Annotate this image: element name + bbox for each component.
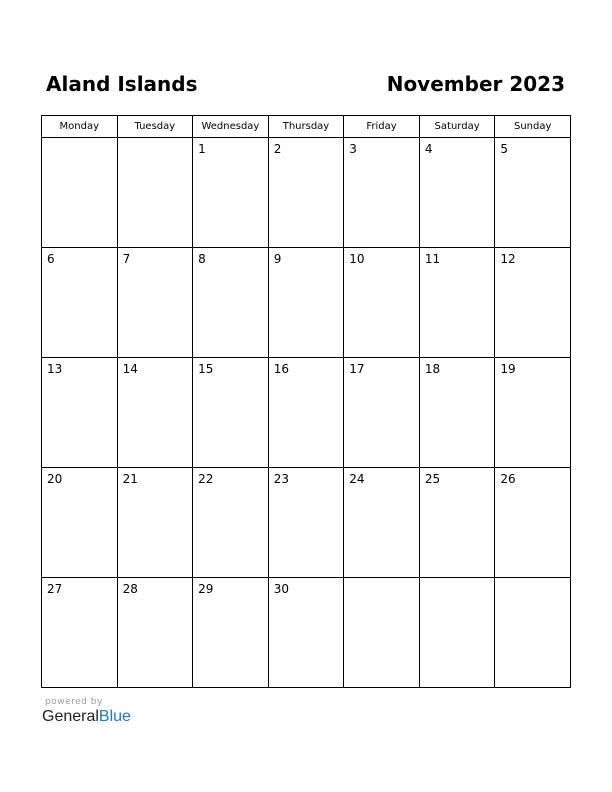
month-title: November 2023	[386, 72, 565, 96]
day-number: 29	[198, 582, 214, 596]
day-cell	[344, 578, 420, 688]
day-cell	[117, 138, 193, 248]
day-cell	[419, 358, 495, 468]
day-number: 13	[47, 362, 63, 376]
day-number	[420, 578, 495, 582]
day-cell	[193, 248, 269, 358]
day-cell	[117, 248, 193, 358]
weekday-monday: Monday	[42, 116, 118, 138]
day-number: 19	[500, 362, 516, 376]
brand-general-text: General	[42, 708, 99, 725]
day-cell	[268, 138, 344, 248]
day-number: 27	[47, 582, 63, 596]
day-number: 26	[500, 472, 516, 486]
day-cell	[42, 358, 118, 468]
day-cell	[419, 138, 495, 248]
day-cell	[193, 578, 269, 688]
day-number	[344, 578, 419, 582]
day-cell	[42, 468, 118, 578]
weekday-thursday: Thursday	[268, 116, 344, 138]
day-number	[118, 138, 193, 142]
day-number: 16	[273, 362, 289, 376]
day-number: 4	[424, 142, 433, 156]
day-cell	[117, 358, 193, 468]
day-number: 6	[47, 252, 55, 266]
weekday-tuesday: Tuesday	[117, 116, 193, 138]
day-cell	[344, 138, 420, 248]
weekday-friday: Friday	[344, 116, 420, 138]
day-cell	[495, 468, 571, 578]
day-cell	[193, 468, 269, 578]
weekday-wednesday: Wednesday	[193, 116, 269, 138]
calendar-grid	[41, 115, 571, 688]
day-cell	[344, 248, 420, 358]
day-cell	[268, 358, 344, 468]
day-cell	[495, 248, 571, 358]
day-number: 14	[122, 362, 138, 376]
day-cell	[268, 578, 344, 688]
week-row	[42, 248, 571, 358]
weekday-header-row	[42, 116, 571, 138]
day-number: 2	[273, 142, 282, 156]
generalblue-logo[interactable]	[42, 708, 131, 726]
day-cell	[344, 468, 420, 578]
week-row	[42, 138, 571, 248]
day-cell	[495, 578, 571, 688]
day-cell	[117, 468, 193, 578]
day-number: 15	[198, 362, 214, 376]
day-cell	[193, 138, 269, 248]
day-number: 7	[122, 252, 131, 266]
day-cell	[42, 578, 118, 688]
day-number: 3	[349, 142, 357, 156]
day-number: 28	[122, 582, 138, 596]
brand-blue-text: Blue	[98, 708, 131, 725]
day-cell	[344, 358, 420, 468]
day-cell	[268, 248, 344, 358]
day-number: 11	[424, 252, 441, 266]
day-cell	[419, 468, 495, 578]
day-number: 21	[122, 472, 138, 486]
day-number: 22	[198, 472, 214, 486]
day-number: 30	[273, 582, 289, 596]
day-number: 20	[47, 472, 63, 486]
week-row	[42, 578, 571, 688]
day-number: 1	[198, 142, 206, 156]
country-title: Aland Islands	[46, 72, 198, 96]
weekday-sunday: Sunday	[495, 116, 571, 138]
day-number: 10	[349, 252, 365, 266]
day-number: 17	[349, 362, 365, 376]
day-cell	[42, 138, 118, 248]
day-cell	[42, 248, 118, 358]
day-number: 9	[273, 252, 282, 266]
week-row	[42, 358, 571, 468]
day-number	[495, 578, 570, 582]
day-cell	[419, 248, 495, 358]
day-number: 8	[198, 252, 206, 266]
day-cell	[495, 138, 571, 248]
day-number: 24	[349, 472, 365, 486]
day-number: 12	[500, 252, 516, 266]
day-number: 25	[424, 472, 441, 486]
day-cell	[193, 358, 269, 468]
powered-by-label: powered by	[45, 697, 103, 707]
day-cell	[419, 578, 495, 688]
day-number: 18	[424, 362, 441, 376]
day-cell	[268, 468, 344, 578]
day-cell	[495, 358, 571, 468]
week-row	[42, 468, 571, 578]
day-number: 23	[273, 472, 289, 486]
day-number	[42, 138, 117, 142]
weekday-saturday: Saturday	[419, 116, 495, 138]
day-cell	[117, 578, 193, 688]
day-number: 5	[500, 142, 509, 156]
